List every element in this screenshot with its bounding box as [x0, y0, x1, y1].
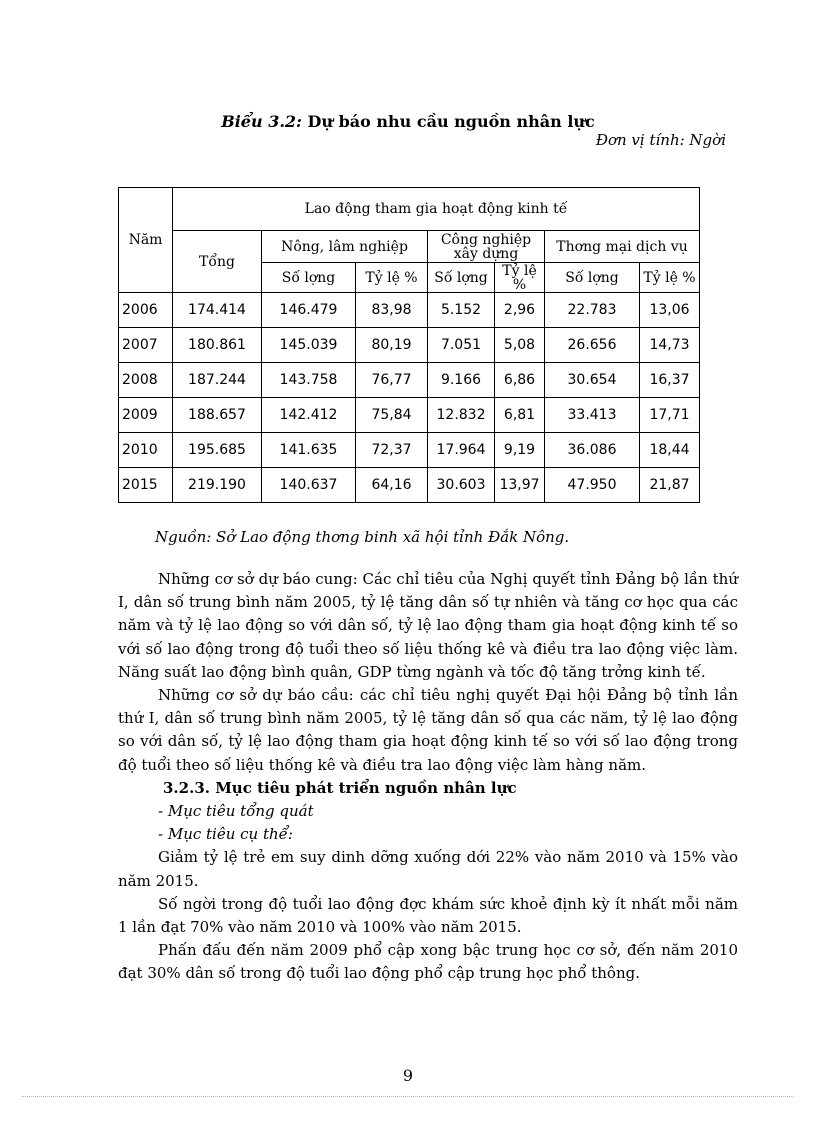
header-serv-pct: Tỷ lệ % [640, 263, 700, 293]
paragraph-education: Phấn đấu đến năm 2009 phổ cập xong bậc trung học cơ sở, đến năm 2010 đạt 30% dân số trong độ tuổi lao động phổ cập trung học phổ thông. [118, 941, 738, 983]
paragraph-demand-basis: Những cơ sở dự báo cầu: các chỉ tiêu nghị quyết Đại hội Đảng bộ tỉnh lần thứ I, dân số trung bình năm 2005, tỷ lệ tăng dân số qua các năm, tỷ lệ lao động so với dân số, tỷ lệ lao động tham gia hoạt động kinh tế so với số lao động trong độ tuổi theo số liệu thống kê và điều tra lao động việc làm hàng năm. [118, 686, 738, 774]
header-ind-qty: Số lợng [428, 263, 495, 293]
cell-ind-qty: 30.603 [428, 468, 495, 503]
page-divider [22, 1096, 794, 1097]
cell-agri-qty: 145.039 [262, 328, 356, 363]
header-serv-qty: Số lợng [545, 263, 640, 293]
subheading-specific: - Mục tiêu cụ thể: [158, 825, 293, 844]
cell-serv-qty: 30.654 [545, 363, 640, 398]
table-row [119, 363, 700, 398]
cell-serv-pct: 16,37 [640, 363, 700, 398]
table-caption [0, 112, 816, 131]
cell-year: 2007 [119, 328, 173, 363]
header-agri-qty: Số lợng [262, 263, 356, 293]
cell-agri-qty: 143.758 [262, 363, 356, 398]
header-group: Lao động tham gia hoạt động kinh tế [173, 188, 700, 231]
cell-ind-pct: 6,81 [495, 398, 545, 433]
paragraph-health-check: Số ngời trong độ tuổi lao động đợc khám sức khoẻ định kỳ ít nhất mỗi năm 1 lần đạt 70% vào năm 2010 và 100% vào năm 2015. [118, 894, 738, 937]
paragraph-malnutrition: Giảm tỷ lệ trẻ em suy dinh dỡng xuống dới 22% vào năm 2010 và 15% vào năm 2015. [118, 848, 738, 890]
body-text [118, 568, 738, 986]
cell-total: 174.414 [173, 293, 262, 328]
cell-year: 2008 [119, 363, 173, 398]
table-row [119, 398, 700, 433]
cell-serv-qty: 26.656 [545, 328, 640, 363]
cell-ind-pct: 9,19 [495, 433, 545, 468]
cell-ind-qty: 5.152 [428, 293, 495, 328]
cell-ind-pct: 2,96 [495, 293, 545, 328]
caption-text: Dự báo nhu cầu nguồn nhân lực [307, 112, 595, 131]
cell-ind-qty: 9.166 [428, 363, 495, 398]
cell-agri-pct: 83,98 [356, 293, 428, 328]
header-services: Thơng mại dịch vụ [545, 231, 700, 263]
header-ind-pct: Tỷ lệ % [495, 263, 545, 293]
header-industry: Công nghiệp xây dựng [428, 231, 545, 263]
cell-agri-qty: 146.479 [262, 293, 356, 328]
unit-note: Đơn vị tính: Ngời [595, 131, 726, 149]
cell-serv-qty: 36.086 [545, 433, 640, 468]
cell-total: 195.685 [173, 433, 262, 468]
header-agri-pct: Tỷ lệ % [356, 263, 428, 293]
cell-serv-pct: 18,44 [640, 433, 700, 468]
table-row [119, 468, 700, 503]
cell-total: 188.657 [173, 398, 262, 433]
cell-year: 2006 [119, 293, 173, 328]
cell-serv-pct: 17,71 [640, 398, 700, 433]
header-agriculture: Nông, lâm nghiệp [262, 231, 428, 263]
cell-ind-pct: 6,86 [495, 363, 545, 398]
cell-agri-qty: 140.637 [262, 468, 356, 503]
cell-agri-qty: 142.412 [262, 398, 356, 433]
cell-total: 180.861 [173, 328, 262, 363]
subheading-general: - Mục tiêu tổng quát [158, 802, 314, 821]
cell-ind-pct: 5,08 [495, 328, 545, 363]
cell-serv-qty: 22.783 [545, 293, 640, 328]
cell-serv-qty: 47.950 [545, 468, 640, 503]
source-note: Nguồn: Sở Lao động thơng binh xã hội tỉnh Đắk Nông. [155, 528, 570, 546]
header-total: Tổng [173, 231, 262, 293]
cell-year: 2009 [119, 398, 173, 433]
cell-serv-qty: 33.413 [545, 398, 640, 433]
cell-agri-pct: 76,77 [356, 363, 428, 398]
cell-agri-pct: 64,16 [356, 468, 428, 503]
cell-ind-qty: 12.832 [428, 398, 495, 433]
section-heading: 3.2.3. Mục tiêu phát triển nguồn nhân lực [163, 778, 517, 797]
table-row [119, 293, 700, 328]
paragraph-supply-basis: Những cơ sở dự báo cung: Các chỉ tiêu của Nghị quyết tỉnh Đảng bộ lần thứ I, dân số trung bình năm 2005, tỷ lệ tăng dân số tự nhiên và tăng cơ học qua các năm và tỷ lệ lao động so với dân số, tỷ lệ lao động tham gia hoạt động kinh tế so với số lao động trong độ tuổi theo số liệu thống kê và điều tra lao động việc làm. Năng suất lao động bình quân, GDP từng ngành và tốc độ tăng trởng kinh tế. [118, 570, 738, 681]
cell-agri-pct: 75,84 [356, 398, 428, 433]
cell-agri-pct: 72,37 [356, 433, 428, 468]
cell-serv-pct: 13,06 [640, 293, 700, 328]
cell-year: 2010 [119, 433, 173, 468]
cell-serv-pct: 21,87 [640, 468, 700, 503]
cell-agri-qty: 141.635 [262, 433, 356, 468]
cell-ind-pct: 13,97 [495, 468, 545, 503]
cell-agri-pct: 80,19 [356, 328, 428, 363]
cell-total: 187.244 [173, 363, 262, 398]
caption-label: Biểu 3.2: [221, 112, 302, 131]
forecast-table [118, 187, 700, 503]
cell-serv-pct: 14,73 [640, 328, 700, 363]
cell-ind-qty: 7.051 [428, 328, 495, 363]
cell-ind-qty: 17.964 [428, 433, 495, 468]
table-row [119, 328, 700, 363]
page-number: 9 [402, 1066, 414, 1085]
cell-year: 2015 [119, 468, 173, 503]
cell-total: 219.190 [173, 468, 262, 503]
table-row [119, 433, 700, 468]
header-year: Năm [119, 188, 173, 293]
